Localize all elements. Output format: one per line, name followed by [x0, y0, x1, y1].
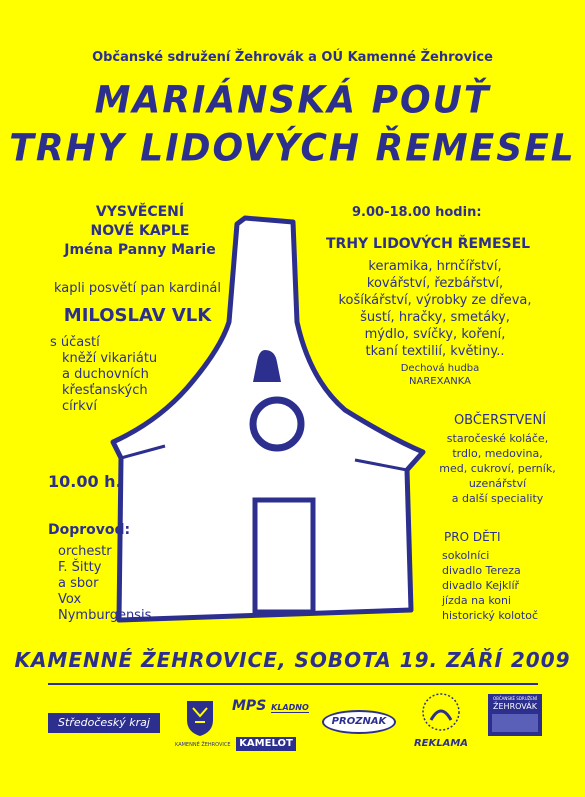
kamelot-logo-text: KAMELOT [239, 738, 293, 749]
mps-logo-text: MPS [232, 698, 267, 714]
kamelot-logo [236, 737, 296, 751]
obec-logo-text: KAMENNÉ ŽEHROVICE [175, 742, 231, 748]
mps-logo [232, 698, 309, 714]
market-heading: TRHY LIDOVÝCH ŘEMESEL [326, 236, 531, 252]
market-line: mýdlo, svíčky, koření, [364, 327, 506, 342]
zehrovak-logo-photo [492, 714, 538, 732]
zehrovak-logo-text: ŽEHROVÁK [493, 702, 537, 711]
consecration-line: NOVÉ KAPLE [90, 223, 190, 239]
reklama-logo [405, 690, 477, 750]
consecration-block [55, 203, 225, 260]
market-line: šustí, hračky, smetáky, [360, 310, 510, 325]
music-line: Dechová hudba [400, 363, 480, 374]
refreshment-list [415, 431, 580, 506]
footer-divider [48, 683, 538, 685]
market-line: kovářství, řezbářství, [366, 276, 504, 291]
kids-line: sokolníci [442, 549, 490, 562]
accompaniment-block [58, 544, 151, 624]
zehrovak-logo [488, 694, 542, 736]
consecration-line: Jména Panny Marie [64, 242, 216, 258]
reklama-logo-text: REKLAMA [413, 738, 469, 749]
reklama-emblem-icon [405, 690, 477, 734]
refreshment-line: med, cukroví, perník, [439, 462, 556, 475]
obec-logo [175, 698, 231, 748]
cardinal-name: MILOSLAV VLK [63, 305, 212, 326]
refreshment-line: uzenářství [468, 477, 527, 490]
kladno-logo-text: KLADNO [271, 703, 309, 712]
accompaniment-line: Vox [58, 592, 82, 607]
accompaniment-line: orchestr [58, 544, 112, 559]
refreshment-line: trdlo, medovina, [452, 447, 543, 460]
place-and-date: KAMENNÉ ŽEHROVICE, SOBOTA 19. ZÁŘÍ 2009 [14, 648, 571, 672]
kids-list [442, 548, 538, 623]
music-block [380, 362, 500, 388]
proznak-logo [322, 710, 396, 734]
coat-of-arms-icon [175, 698, 225, 738]
market-line: tkaní textilií, květiny.. [365, 344, 505, 359]
kraj-logo [48, 713, 160, 733]
proznak-logo-text: PROZNAK [331, 716, 387, 727]
market-hours: 9.00-18.00 hodin: [352, 205, 482, 220]
clergy-block [50, 335, 157, 415]
accompaniment-line: Nymburgensis [58, 608, 152, 623]
refreshment-line: a další speciality [451, 492, 544, 505]
accompaniment-line: F. Šitty [58, 560, 102, 575]
organizers: Občanské sdružení Žehrovák a OÚ Kamenné Žehrovice [92, 50, 493, 65]
clergy-line: kněží vikariátu [62, 351, 158, 366]
music-line: NAREXANKA [409, 376, 471, 387]
kids-line: jízda na koni [442, 594, 512, 607]
kids-heading: PRO DĚTI [444, 530, 501, 544]
refreshment-heading: OBČERSTVENÍ [453, 413, 547, 428]
title-line-1: MARIÁNSKÁ POUŤ [94, 78, 491, 123]
cardinal-intro: kapli posvětí pan kardinál [53, 281, 222, 296]
kids-line: divadlo Tereza [442, 564, 521, 577]
market-line: keramika, hrnčířství, [368, 259, 502, 274]
title-line-2: TRHY LIDOVÝCH ŘEMESEL [9, 126, 576, 171]
ceremony-time: 10.00 h. [48, 472, 122, 491]
clergy-line: a duchovních [62, 367, 149, 382]
kraj-logo-text: Středočeský kraj [58, 716, 150, 729]
refreshment-line: staročeské koláče, [446, 432, 549, 445]
market-list [300, 258, 570, 360]
kids-line: historický kolotoč [442, 609, 538, 622]
accompaniment-line: a sbor [58, 576, 99, 591]
accompaniment-heading: Doprovod: [48, 522, 131, 538]
kids-line: divadlo Kejklíř [442, 579, 520, 592]
zehrovak-logo-small-text: OBČANSKÉ SDRUŽENÍ [493, 696, 537, 701]
clergy-line: křesťanských [62, 383, 148, 398]
consecration-line: VYSVĚCENÍ [95, 204, 185, 220]
clergy-line: s účastí [50, 335, 100, 350]
market-line: košíkářství, výrobky ze dřeva, [338, 293, 532, 308]
clergy-line: církví [62, 399, 97, 414]
